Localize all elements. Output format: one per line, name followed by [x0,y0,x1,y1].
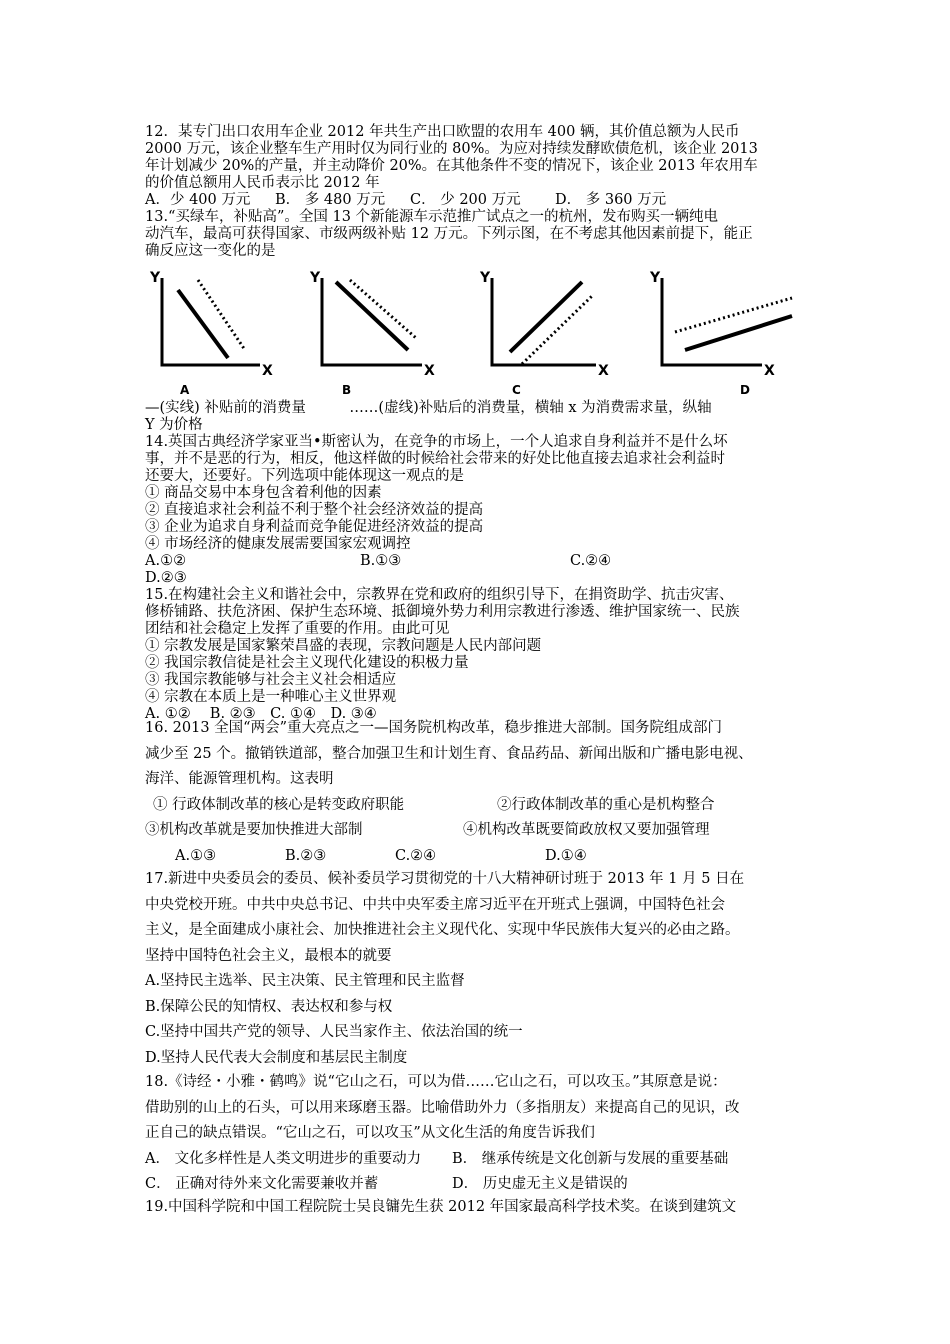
question-14 [145,434,810,587]
statement: ④机构改革既要简政放权又要加强管理 [463,822,710,838]
question-text-line: 15.在构建社会主义和谐社会中，宗教界在党和政府的组织引导下，在捐资助学、抗击灾害、 [145,587,734,603]
graph-axes [322,278,422,365]
statement: ③ 企业为追求自身利益而竞争能促进经济效益的提高 [145,519,484,535]
graph-label-c: C [512,383,521,397]
statement: ③ 我国宗教能够与社会主义社会相适应 [145,672,397,688]
question-text-line: 14.英国古典经济学家亚当•斯密认为，在竞争的市场上，一个人追求自身利益并不是什么坏 [145,434,728,450]
question-text-line: 坚持中国特色社会主义，最根本的就要 [145,947,392,964]
solid-line [510,282,582,352]
question-text-line: 年计划减少 20%的产量，并主动降价 20%。在其他条件不变的情况下，该企业 2013 年农用车 [145,158,758,174]
question-15 [145,587,810,723]
solid-line [178,290,228,358]
graph-axes [662,278,762,365]
option-a: A.坚持民主选举、民主决策、民主管理和民主监督 [145,973,465,989]
graph-y-axis-label: Y [480,270,491,286]
graph-label-a: A [180,383,190,397]
option-d: D.①④ [545,847,587,864]
option-d: D． 多 360 万元 [555,192,667,208]
question-text-line: 19.中国科学院和中国工程院院士吴良镛先生获 2012 年国家最高科学技术奖。在谈到建筑文 [145,1199,737,1215]
graph-b [309,270,435,397]
question-text-line: 16. 2013 全国“两会”重大亮点之一—国务院机构改革，稳步推进大部制。国务院组成部门 [145,720,723,736]
question-18 [145,1070,810,1198]
option-a: A． 文化多样性是人类文明进步的重要动力 [145,1150,422,1167]
dotted-line [198,280,245,350]
question-text-line: 2000 万元，该企业整车生产用时仅为同行业的 80%。为应对持续发酵欧债危机，该企业 2013 [145,141,758,157]
statement: ③机构改革就是要加快推进大部制 [145,822,363,838]
question-12 [145,124,810,209]
graph-c [479,270,609,397]
answer-options [145,1147,810,1173]
question-19 [145,1195,810,1221]
answer-options [145,553,810,570]
graph-label-d: D [740,383,750,397]
question-text-line: 13.“买绿车，补贴高”。全国 13 个新能源车示范推广试点之一的杭州，发布购买一辆纯电 [145,209,719,225]
answer-options [145,192,810,209]
question-17 [145,867,810,1071]
question-text-line: 还要大，还要好。下列选项中能体现这一观点的是 [145,468,464,484]
option-c: C.②④ [395,847,437,864]
option-a: A.①③ [175,847,217,864]
graph-y-axis-label: Y [650,270,661,286]
option-c: C.坚持中国共产党的领导、人民当家作主、依法治国的统一 [145,1024,523,1040]
statement: ① 商品交易中本身包含着利他的因素 [145,485,382,501]
legend-line: Y 为价格 [145,417,203,433]
question-text-line: 团结和社会稳定上发挥了重要的作用。由此可见 [145,621,450,637]
question-text-line: 正自己的缺点错误。“它山之石，可以攻玉”从文化生活的角度告诉我们 [145,1125,595,1141]
question-text-line: 借助别的山上的石头，可以用来琢磨玉器。比喻借助外力（多指朋友）来提高自己的见识，改 [145,1099,740,1116]
option-b: B． 继承传统是文化创新与发展的重要基础 [452,1150,729,1167]
graph-legend [145,400,810,434]
option-d: D． 历史虚无主义是错误的 [452,1176,628,1192]
option-d: D.②③ [145,570,187,586]
statement-row [145,818,810,844]
answer-options [145,1172,810,1198]
question-text-line: 海洋、能源管理机构。这表明 [145,771,334,787]
statement: ① 行政体制改革的核心是转变政府职能 [153,796,405,813]
answer-options: A. ①② B. ②③ C. ①④ D. ③④ [145,706,377,722]
graph-y-axis-label: Y [150,270,161,286]
option-c: C． 少 200 万元 [410,192,521,208]
graph-d [649,270,792,397]
statement: ① 宗教发展是国家繁荣昌盛的表现，宗教问题是人民内部问题 [145,638,542,654]
option-a: A．少 400 万元 [145,192,251,208]
graph-x-axis-label: X [424,363,435,379]
statement: ④ 宗教在本质上是一种唯心主义世界观 [145,689,397,705]
option-c: C． 正确对待外来文化需要兼收并蓄 [145,1176,379,1192]
statement: ④ 市场经济的健康发展需要国家宏观调控 [145,536,411,552]
graph-y-axis-label: Y [310,270,321,286]
option-a: A.①② [145,553,187,569]
question-text-line: 确反应这一变化的是 [145,243,276,259]
question-16 [145,716,810,869]
option-b: B． 多 480 万元 [275,192,386,208]
question-text-line: 主义，是全面建成小康社会、加快推进社会主义现代化、实现中华民族伟大复兴的必由之路。 [145,922,740,938]
answer-options [145,844,810,870]
dotted-line [350,280,416,338]
statement: ②行政体制改革的重心是机构整合 [497,796,715,813]
question-13 [145,209,810,260]
legend-line: —(实线) 补贴前的消费量 ……(虚线)补贴后的消费量，横轴 x 为消费需求量，纵轴 [145,400,712,416]
question-text-line: 中央党校开班。中共中央总书记、中共中央军委主席习近平在开班式上强调，中国特色社会 [145,896,725,913]
question-text-line: 18.《诗经・小雅・鹤鸣》说“它山之石，可以为借……它山之石，可以攻玉。”其原意是说： [145,1074,727,1090]
question-text-line: 事，并不是恶的行为，相反，他这样做的时候给社会带来的好处比他直接去追求社会利益时 [145,451,725,467]
demand-graphs-figure [140,262,820,400]
graph-x-axis-label: X [598,363,609,379]
statement: ② 直接追求社会利益不利于整个社会经济效益的提高 [145,502,484,518]
question-text-line: 减少至 25 个。撤销铁道部，整合加强卫生和计划生育、食品药品、新闻出版和广播电影电视、 [145,745,753,762]
question-text-line: 17.新进中央委员会的委员、候补委员学习贯彻党的十八大精神研讨班于 2013 年 1 月 5 日在 [145,871,745,887]
question-text-line: 动汽车，最高可获得国家、市级两级补贴 12 万元。下列示图，在不考虑其他因素前提下，能正 [145,226,753,242]
option-b: B.②③ [285,847,327,864]
graph-a [149,270,273,397]
option-b: B.保障公民的知情权、表达权和参与权 [145,998,393,1015]
question-text-line: 12．某专门出口农用车企业 2012 年共生产出口欧盟的农用车 400 辆，其价值总额为人民币 [145,124,740,140]
graph-x-axis-label: X [764,363,775,379]
statement-row [145,793,810,819]
graph-x-axis-label: X [262,363,273,379]
solid-line [336,282,408,350]
question-text-line: 的价值总额用人民币表示比 2012 年 [145,175,380,191]
option-c: C.②④ [570,553,612,569]
graph-label-b: B [342,383,352,397]
question-text-line: 修桥铺路、扶危济困、保护生态环境、抵御境外势力利用宗教进行渗透、维护国家统一、民族 [145,604,740,620]
option-b: B.①③ [360,553,402,569]
option-d: D.坚持人民代表大会制度和基层民主制度 [145,1049,408,1066]
dotted-line [675,298,792,332]
statement: ② 我国宗教信徒是社会主义现代化建设的积极力量 [145,655,469,671]
solid-line [685,316,792,350]
